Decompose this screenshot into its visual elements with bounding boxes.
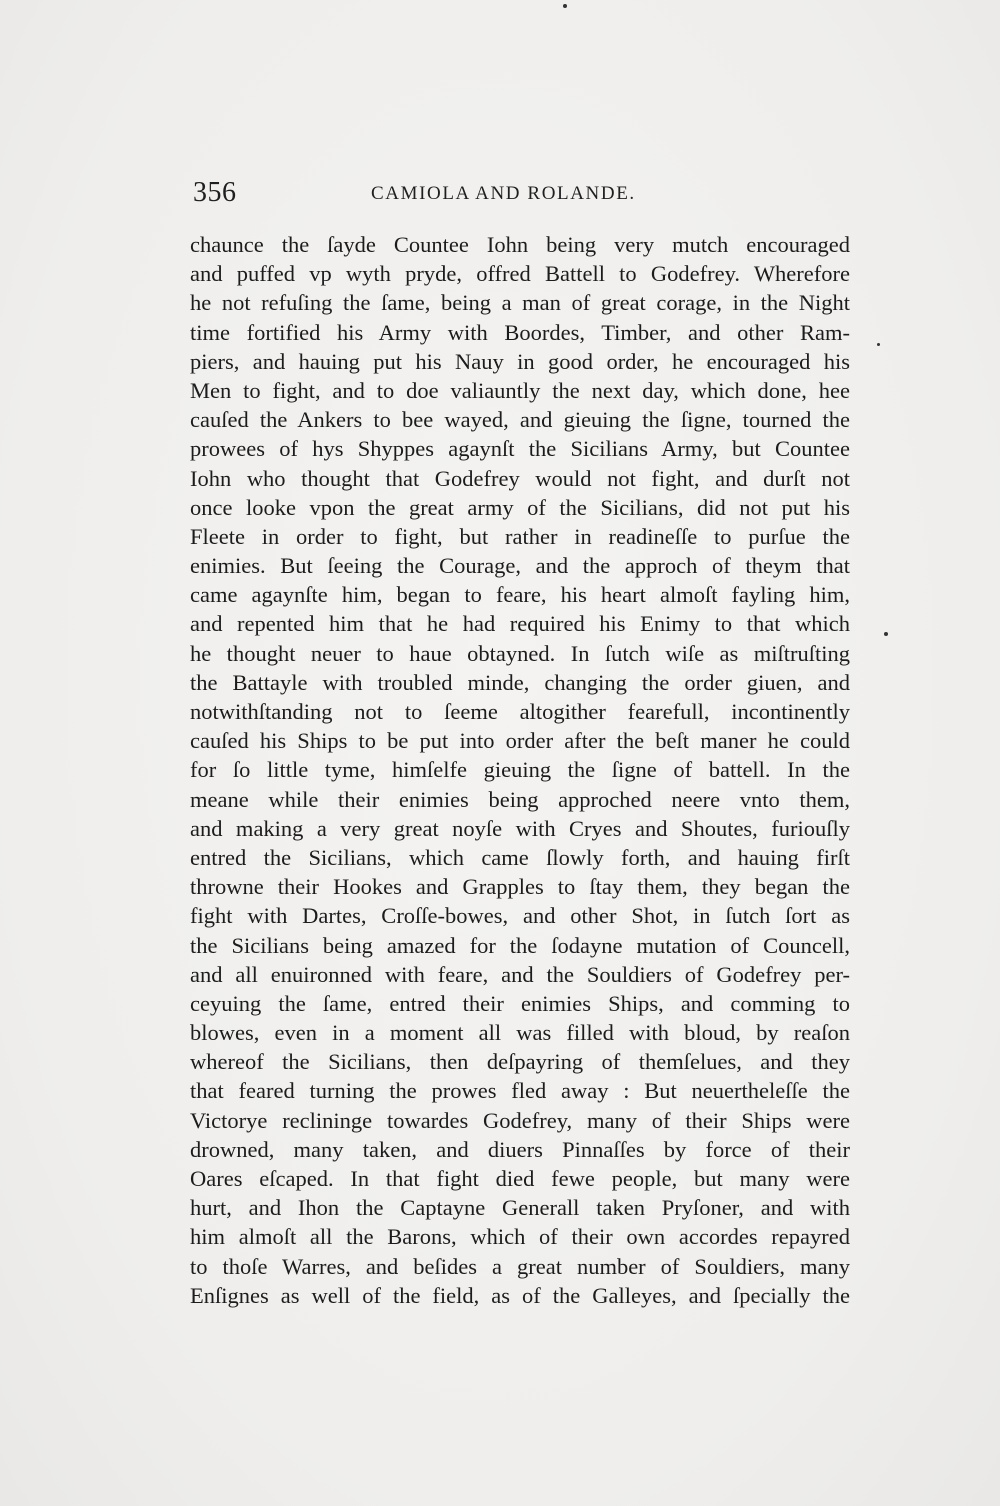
text-line: piers, and hauing put his Nauy in good order, he encouraged his [190,348,850,374]
text-line: and making a very great noyſe with Cryes and Shoutes, furiouſly [190,815,850,841]
running-title: CAMIOLA AND ROLANDE. [371,183,636,204]
text-line: him almoſt all the Barons, which of their own accordes repayred [190,1224,850,1250]
text-line: entred the Sicilians, which came ſlowly forth, and hauing firſt [190,844,850,870]
text-line: enimies. But ſeeing the Courage, and the approch of theym that [190,553,850,579]
running-head [193,176,853,210]
text-line: Men to fight, and to doe valiauntly the next day, which done, hee [190,377,850,403]
text-line: Iohn who thought that Godefrey would not fight, and durſt not [190,465,850,491]
text-line: notwithſtanding not to ſeeme altogither fearefull, incontinently [190,699,850,724]
ink-speck [884,632,888,636]
text-line: Victorye reclininge towardes Godefrey, many of their Ships were [190,1107,850,1133]
text-line: Oares eſcaped. In that fight died fewe people, but many were [190,1166,850,1191]
ink-speck [563,4,567,8]
text-line: and puffed vp wyth pryde, offred Battell to Godefrey. Wherefore [190,261,850,287]
text-line: Enſignes as well of the field, as of the Galleyes, and ſpecially the [190,1282,850,1308]
text-line: ceyuing the ſame, entred their enimies Ships, and comming to [190,990,850,1016]
text-line: and all enuironned with feare, and the Souldiers of Godefrey per- [190,961,850,987]
text-line: that feared turning the prowes fled away : But neuertheleſſe the [190,1078,850,1104]
page-number: 356 [193,177,237,208]
text-line: hurt, and Ihon the Captayne Generall taken Pryſoner, and with [190,1195,850,1221]
text-line: the Sicilians being amazed for the ſodayne mutation of Councell, [190,932,850,958]
text-line: cauſed the Ankers to bee wayed, and gieuing the ſigne, tourned the [190,407,850,433]
text-line: the Battayle with troubled minde, changing the order giuen, and [190,669,850,695]
text-line: whereof the Sicilians, then deſpayring of themſelues, and they [190,1049,850,1075]
text-line: time fortified his Army with Boordes, Timber, and other Ram- [190,319,850,345]
text-line: throwne their Hookes and Grapples to ſtay them, they began the [190,874,850,900]
text-line: once looke vpon the great army of the Sicilians, did not put his [190,494,850,520]
ink-speck [877,343,880,346]
body-text [190,230,850,1310]
text-line: blowes, even in a moment all was filled with bloud, by reaſon [190,1020,850,1046]
text-line: cauſed his Ships to be put into order after the beſt maner he could [190,728,850,754]
text-line: chaunce the ſayde Countee Iohn being very mutch encouraged [190,232,850,257]
text-line: prowees of hys Shyppes agaynſt the Sicilians Army, but Countee [190,436,850,462]
text-line: and repented him that he had required his Enimy to that which [190,611,850,637]
text-line: came agaynſte him, began to feare, his heart almoſt fayling him, [190,582,850,608]
text-line: to thoſe Warres, and beſides a great number of Souldiers, many [190,1253,850,1279]
text-line: he thought neuer to haue obtayned. In ſutch wiſe as miſtruſting [190,640,850,666]
text-line: for ſo little tyme, himſelfe gieuing the ſigne of battell. In the [190,757,850,783]
text-line: fight with Dartes, Croſſe-bowes, and other Shot, in ſutch ſort as [190,903,850,929]
text-line: drowned, many taken, and diuers Pinnaſſes by force of their [190,1136,850,1162]
text-line: Fleete in order to fight, but rather in readineſſe to purſue the [190,523,850,549]
text-line: meane while their enimies being approched neere vnto them, [190,786,850,812]
text-line: he not refuſing the ſame, being a man of great corage, in the Night [190,290,850,316]
